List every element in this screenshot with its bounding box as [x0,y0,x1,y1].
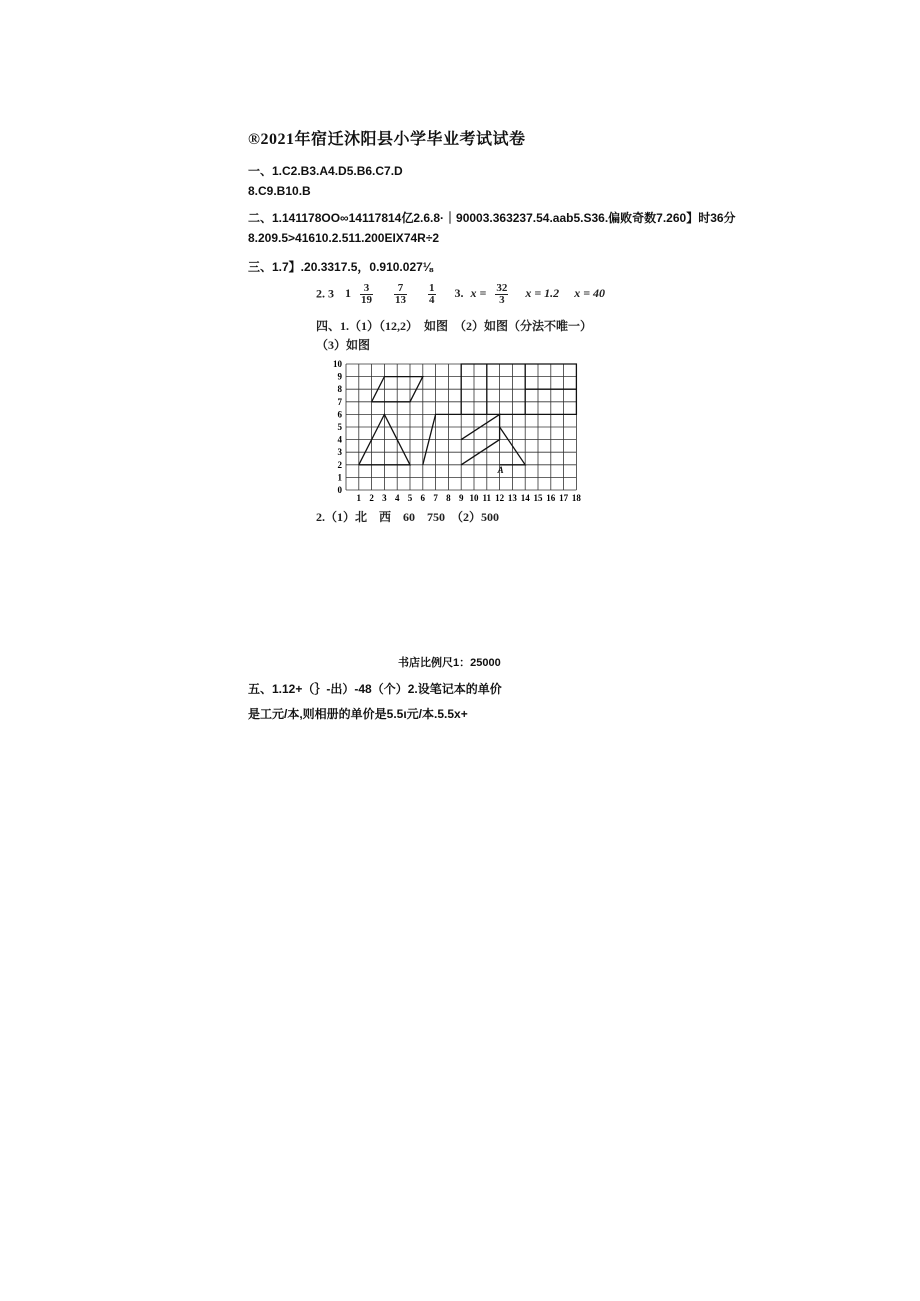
y-tick-label: 10 [333,359,342,369]
x3-answer: x = 40 [574,286,606,301]
fraction-2 [394,283,407,306]
document-title: ®2021年宿迁沐阳县小学毕业考试试卷 [248,131,526,148]
section3-q2-line [316,283,605,306]
x-tick-label: 2 [369,493,374,502]
y-tick-label: 7 [337,396,342,407]
fraction-x1-den: 3 [499,294,505,306]
fraction-3-den: 4 [429,294,435,306]
x-tick-label: 4 [394,493,400,502]
y-tick-label: 1 [337,472,342,483]
fraction-x1-num: 32 [496,282,508,294]
x1-prefix: x = [470,286,487,301]
fraction-1-num: 3 [360,283,373,295]
coordinate-grid [318,352,586,502]
answer-line-2: 8.C9.B10.B [248,184,311,198]
fraction-1-den: 19 [361,294,372,306]
section5-line-1: 五、1.12+（｝-出）-48（个）2.设笔记本的单价 [248,682,502,696]
q3-label: 3. [454,286,464,301]
fraction-2-den: 13 [395,294,406,306]
q2-prefix: 2. 3 [316,286,334,301]
y-tick-label: 2 [337,459,342,470]
x-tick-label: 14 [520,493,530,502]
x-tick-label: 6 [420,493,426,502]
y-tick-label: 0 [337,485,342,495]
section4-q2-line: 2.（1）北 西 60 750 （2）500 [316,510,500,524]
answer-line-1: 一、1.C2.B3.A4.D5.B6.C7.D [248,164,403,178]
fraction-x1 [495,283,508,306]
fraction-2-num: 7 [394,283,407,295]
x-tick-label: 15 [533,493,543,502]
section4-line-1: 四、1.（1）（12,2） 如图 （2）如图（分法不唯一） [316,319,593,333]
x2-answer: x = 1.2 [525,286,560,301]
x-tick-label: 5 [407,493,413,502]
x-tick-label: 3 [382,493,387,502]
y-tick-label: 6 [337,409,342,420]
x-tick-label: 17 [559,493,569,502]
fraction-3-num: 1 [429,282,435,294]
section4-line-2: （3）如图 [316,338,371,352]
answer-line-5: 三、1.7】.20.3317.5，0.910.027⅛ [248,260,433,274]
x-tick-label: 16 [546,493,556,502]
answer-line-4: 8.209.5>41610.2.511.200EIX74R÷2 [248,231,440,245]
mixed-whole: 1 [345,286,351,301]
section5-line-2: 是工元/本,则相册的单价是5.5ι元/本.5.5x+ [248,707,468,721]
fraction-3 [428,283,436,306]
y-tick-label: 9 [337,371,342,382]
fraction-1 [360,283,373,306]
y-axis-labels [333,359,343,495]
x-tick-label: 7 [433,493,438,502]
x-tick-label: 1 [356,493,362,502]
y-tick-label: 8 [337,384,342,395]
y-tick-label: 4 [337,434,342,445]
x-tick-label: 12 [495,493,505,502]
y-tick-label: 3 [337,447,342,458]
point-a-label: A [497,464,504,475]
answer-line-3: 二、1.141178OO∞14117814亿2.6.8·｜90003.363237.54.aab5.S36.偏败奇数7.260】时36分 [248,211,736,225]
y-tick-label: 5 [337,422,342,432]
scale-text: 书店比例尺1：25000 [398,657,501,669]
x-axis-labels [357,493,582,502]
x-tick-label: 8 [446,493,451,502]
x-tick-label: 13 [507,493,517,502]
x-tick-label: 11 [482,493,492,502]
x-tick-label: 9 [458,493,464,502]
x-tick-label: 10 [469,493,479,502]
x-tick-label: 18 [571,493,581,502]
